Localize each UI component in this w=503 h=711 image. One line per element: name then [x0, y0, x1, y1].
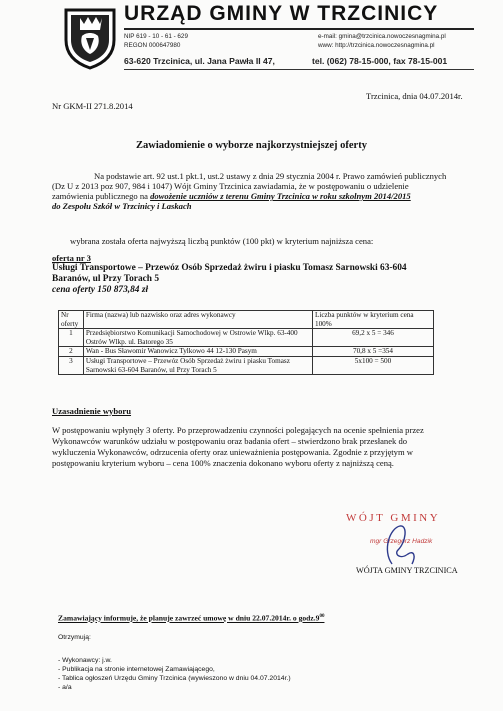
header-points: Liczba punktów w kryterium cena 100% [312, 311, 433, 329]
header-firma: Firma (nazwa) lub nazwisko oraz adres wykonawcy [83, 311, 312, 329]
row-points: 69,2 x 5 = 346 [312, 329, 433, 347]
letterhead-email[interactable]: e-mail: gmina@trzcinica.nowoczesnagmina.pl [318, 33, 446, 40]
date-place: Trzcinica, dnia 04.07.2014r. [366, 91, 463, 101]
selection-text: wybrana została oferta najwyższą liczbą punktów (100 pkt) w kryterium najniższa cena: [70, 236, 374, 246]
row-points: 70,8 x 5 =354 [312, 347, 433, 357]
chosen-offer-price: cena oferty 150 873,84 zł [52, 285, 149, 295]
stamp-name: mgr Grzegorz Hadzik [370, 538, 433, 545]
letterhead-rule [124, 28, 474, 30]
table-row [59, 356, 434, 374]
recipient-item: - Wykonawcy: j.w. [58, 657, 112, 664]
justification-line-4: postępowaniu kryterium wyboru – cena 100% znaczenia dokonano wyboru oferty z najniższą ceną. [52, 458, 394, 468]
table-row [59, 347, 434, 357]
justification-line-2: Wykonawców warunków udziału w postępowaniu oraz badania ofert – stwierdzono brak przesłanek do [52, 436, 408, 446]
letterhead-address: 63-620 Trzcinica, ul. Jana Pawła II 47, [124, 56, 275, 66]
letterhead-regon: REGON 000647980 [124, 42, 181, 49]
chosen-offer-line-2: Baranów, ul Przy Torach 5 [52, 274, 160, 284]
intro-line-1: Na podstawie art. 92 ust.1 pkt.1, ust.2 ustawy z dnia 29 stycznia 2004 r. Prawo zamówień publicznych [94, 171, 447, 181]
contract-notice: Zamawiający informuje, że planuje zawrzeć umowę w dniu 22.07.2014r. o $godz.9^{00}$ [58, 613, 325, 623]
row-firma: Usługi Transportowe – Przewóz Osób Sprzedaż żwiru i piasku Tomasz Sarnowski 63-604 Baranów, ul Przy Torach 5 [83, 356, 312, 374]
document-heading: Zawiadomienie o wyborze najkorzystniejszej oferty [136, 140, 367, 151]
row-nr: 2 [59, 347, 84, 357]
handwritten-signature [372, 520, 432, 570]
intro-line-3: zamówienia publicznego na dowożenie uczniów z terenu Gminy Trzcinica w roku szkolnym 2014/2015 [52, 191, 411, 201]
recipient-item: - a/a [58, 684, 72, 691]
table-header-row [59, 311, 434, 329]
table-row [59, 329, 434, 347]
letterhead-title: URZĄD GMINY W TRZCINICY [124, 2, 439, 25]
chosen-offer-label: oferta nr 3 [52, 253, 91, 263]
header-nr: Nr oferty [59, 311, 84, 329]
letterhead-rule-bottom [124, 69, 474, 70]
recipient-item: - Tablica ogłoszeń Urzędu Gminy Trzcinica (wywieszono w dniu 04.07.2014r.) [58, 675, 291, 682]
reference-number: Nr GKM-II 271.8.2014 [52, 101, 133, 111]
intro-line-2: (Dz U z 2013 poz 907, 984 i 1047) Wójt Gminy Trzcinica zawiadamia, że w postępowaniu o udzielenie [52, 181, 409, 191]
intro-subject: dowożenie uczniów z terenu Gminy Trzcinica w roku szkolnym 2014/2015 [150, 191, 411, 201]
stamp-title: WÓJT GMINY [346, 512, 441, 524]
letterhead-nip: NIP 619 - 10 - 61 - 629 [124, 33, 188, 40]
row-firma: Wan - Bus Sławomir Wanowicz Tylkowo 44 12-130 Pasym [83, 347, 312, 357]
row-points: 5x100 = 500 [312, 356, 433, 374]
row-nr: 1 [59, 329, 84, 347]
justification-line-1: W postępowaniu wpłynęły 3 oferty. Po przeprowadzeniu czynności polegających na ocenie spełnienia przez [52, 425, 424, 435]
letterhead-phone: tel. (062) 78-15-000, fax 78-15-001 [312, 56, 448, 66]
justification-line-3: wykluczenia Wykonawców, odrzucenia oferty oraz unieważnienia postępowania. Zgodnie z przyjętym w [52, 447, 413, 457]
recipients-title: Otrzymują: [58, 634, 91, 641]
recipient-item: - Publikacja na stronie internetowej Zamawiającego, [58, 666, 215, 673]
intro-line-4: do Zespołu Szkół w Trzcinicy i Laskach [52, 201, 192, 211]
chosen-offer-line-1: Usługi Transportowe – Przewóz Osób Sprzedaż żwiru i piasku Tomasz Sarnowski 63-604 [52, 263, 407, 273]
row-firma: Przedsiębiorstwo Komunikacji Samochodowej w Ostrowie Wlkp. 63-400 Ostrów Wlkp. ul. Batorego 35 [83, 329, 312, 347]
letterhead-www[interactable]: www: http://trzcinica.nowoczesnagmina.pl [318, 42, 435, 49]
offers-table [58, 310, 434, 375]
row-nr: 3 [59, 356, 84, 374]
coat-of-arms-icon [62, 6, 118, 70]
signature-caption: WÓJTA GMINY TRZCINICA [356, 566, 458, 575]
justification-title: Uzasadnienie wyboru [52, 406, 132, 416]
